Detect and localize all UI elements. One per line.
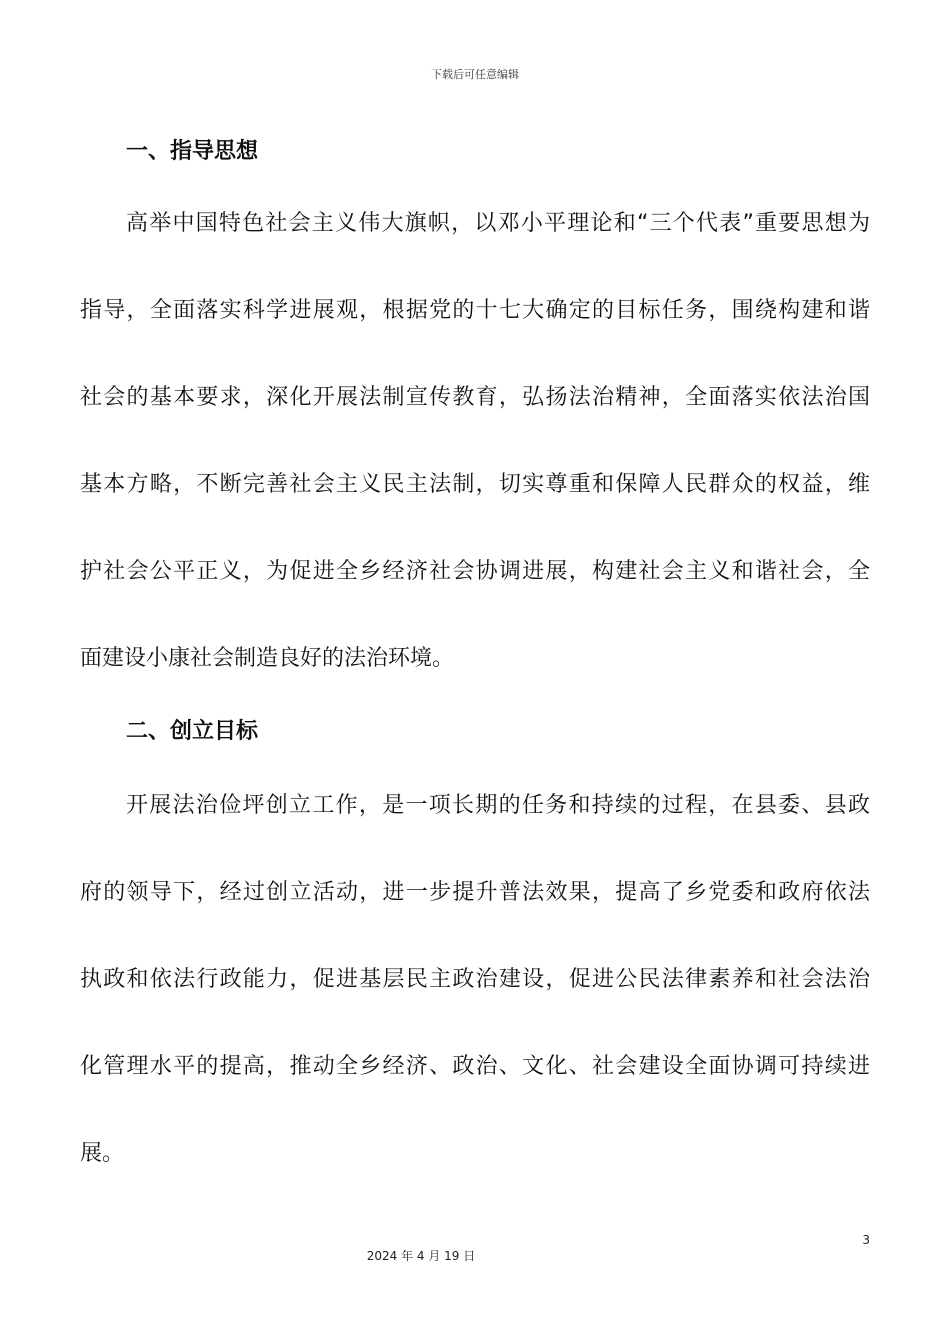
paragraph-line: 开展法治俭坪创立工作，是一项长期的任务和持续的过程，在县委、县政: [126, 793, 870, 818]
footer-date: 2024 年 4 月 19 日: [366, 1249, 476, 1263]
page-header: 下载后可任意编辑: [431, 68, 519, 81]
section-heading-creation-goals: 二、创立目标: [126, 719, 259, 744]
section-heading-guiding-ideology: 一、指导思想: [126, 139, 259, 164]
paragraph-line: 展。: [80, 1141, 125, 1166]
paragraph-line: 化管理水平的提高，推动全乡经济、政治、文化、社会建设全面协调可持续进: [80, 1054, 870, 1079]
paragraph-guiding-ideology: [80, 180, 870, 702]
paragraph-line: 府的领导下，经过创立活动，进一步提升普法效果，提高了乡党委和政府依法: [80, 880, 870, 905]
paragraph-creation-goals: [80, 762, 870, 1197]
paragraph-line: 面建设小康社会制造良好的法治环境。: [80, 646, 455, 671]
paragraph-line: 指导，全面落实科学进展观，根据党的十七大确定的目标任务，围绕构建和谐: [80, 298, 870, 323]
paragraph-line: 基本方略，不断完善社会主义民主法制，切实尊重和保障人民群众的权益，维: [80, 472, 870, 497]
paragraph-line: 执政和依法行政能力，促进基层民主政治建设，促进公民法律素养和社会法治: [80, 967, 870, 992]
page-number: 3: [862, 1233, 870, 1247]
paragraph-line: 高举中国特色社会主义伟大旗帜，以邓小平理论和“三个代表”重要思想为: [126, 211, 870, 236]
paragraph-line: 社会的基本要求，深化开展法制宣传教育，弘扬法治精神，全面落实依法治国: [80, 385, 870, 410]
paragraph-line: 护社会公平正义，为促进全乡经济社会协调进展，构建社会主义和谐社会，全: [80, 559, 870, 584]
